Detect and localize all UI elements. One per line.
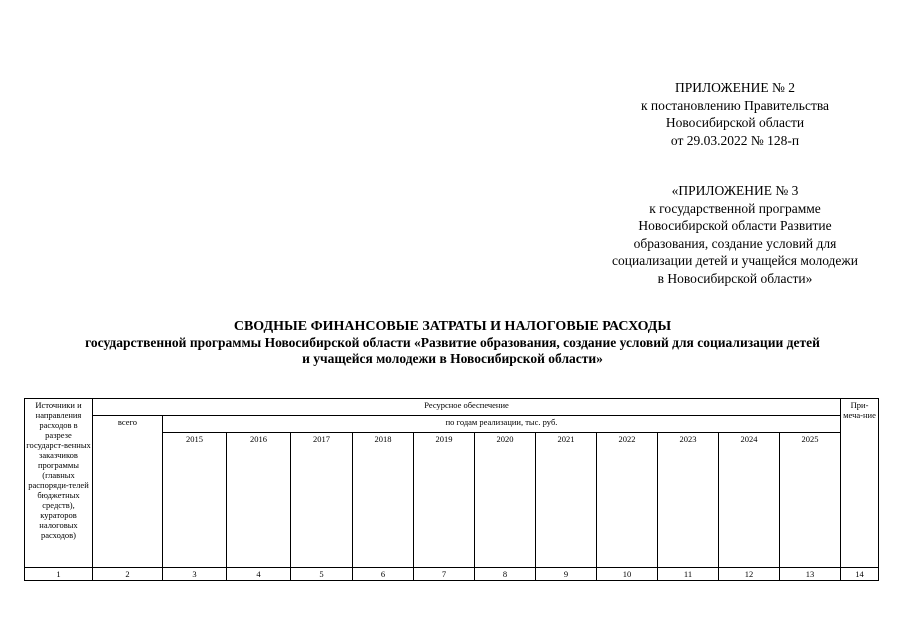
title-line-3: и учащейся молодежи в Новосибирской области» — [302, 351, 603, 366]
year-cell: 2018 — [353, 433, 414, 568]
appendix-2-line: «ПРИЛОЖЕНИЕ № 3 — [671, 183, 799, 198]
header-note: При-меча-ние — [841, 399, 879, 568]
year-cell: 2024 — [719, 433, 780, 568]
column-number: 6 — [353, 568, 414, 581]
document-title — [0, 318, 905, 367]
year-cell: 2022 — [597, 433, 658, 568]
appendix-2-line: социализации детей и учащейся молодежи — [612, 253, 858, 268]
year-cell: 2015 — [163, 433, 227, 568]
column-number: 10 — [597, 568, 658, 581]
column-number: 5 — [291, 568, 353, 581]
appendix-1-line: Новосибирской области — [665, 115, 805, 130]
column-number: 12 — [719, 568, 780, 581]
appendix-2-line: образования, создание условий для — [633, 235, 837, 251]
column-number: 4 — [227, 568, 291, 581]
column-number: 11 — [658, 568, 719, 581]
appendix-2-line: к государственной программе — [649, 200, 821, 216]
year-cell: 2019 — [414, 433, 475, 568]
column-number: 8 — [475, 568, 536, 581]
header-years: по годам реализации, тыс. руб. — [163, 416, 841, 433]
year-cell: 2025 — [780, 433, 841, 568]
header-sources: Источники и направления расходов в разрезе государст-венных заказчиков программы (главных распоряди-телей бюджетных средств), кураторов налоговых расходов) — [25, 399, 93, 568]
year-cell: 2023 — [658, 433, 719, 568]
header-total: всего — [93, 416, 163, 568]
column-number: 7 — [414, 568, 475, 581]
appendix-header-2 — [580, 182, 890, 287]
year-cell: 2020 — [475, 433, 536, 568]
appendix-1-line: к постановлению Правительства — [640, 97, 830, 113]
appendix-1-line: от 29.03.2022 № 128-п — [670, 132, 800, 148]
appendix-header-1 — [580, 79, 890, 149]
header-resource: Ресурсное обеспечение — [93, 399, 841, 416]
financial-table — [24, 398, 879, 581]
column-number: 1 — [25, 568, 93, 581]
year-cell: 2021 — [536, 433, 597, 568]
column-number: 3 — [163, 568, 227, 581]
column-number: 13 — [780, 568, 841, 581]
appendix-2-line: Новосибирской области Развитие — [638, 218, 832, 233]
column-number: 14 — [841, 568, 879, 581]
appendix-1-line: ПРИЛОЖЕНИЕ № 2 — [674, 80, 796, 95]
title-line-1: СВОДНЫЕ ФИНАНСОВЫЕ ЗАТРАТЫ И НАЛОГОВЫЕ РАСХОДЫ — [233, 319, 672, 334]
column-number: 9 — [536, 568, 597, 581]
title-line-2: государственной программы Новосибирской области «Развитие образования, создание условий для социализации детей — [85, 335, 820, 350]
year-cell: 2016 — [227, 433, 291, 568]
year-cell: 2017 — [291, 433, 353, 568]
appendix-2-line: в Новосибирской области» — [657, 270, 813, 286]
column-number: 2 — [93, 568, 163, 581]
